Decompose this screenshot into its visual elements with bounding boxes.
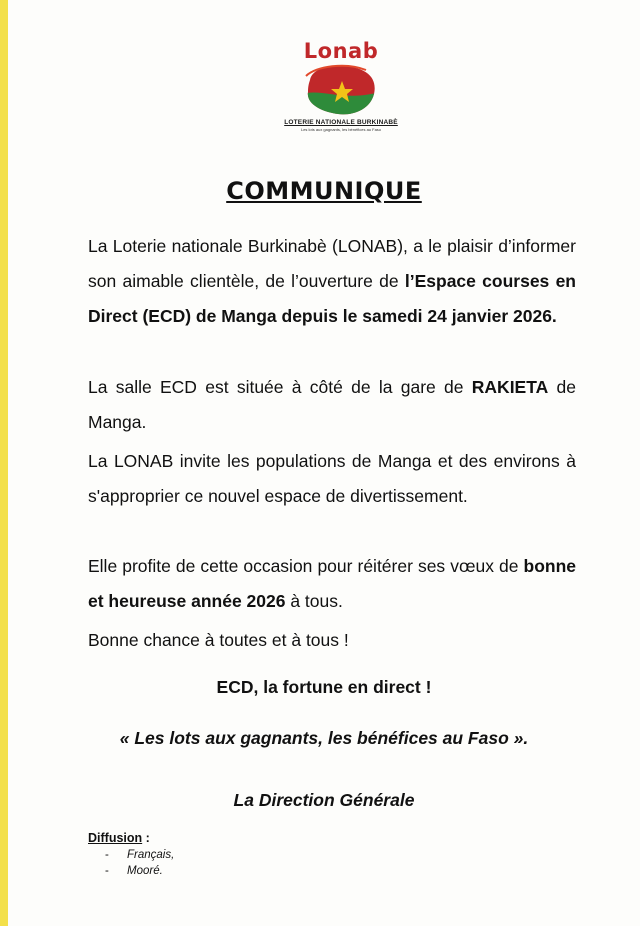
paragraph-announcement-text: La Loterie nationale Burkinabè (LONAB), a le plaisir d’informer son aimable clientèle, de l’ouverture de bbox=[88, 236, 576, 291]
paragraph-location-text: La salle ECD est située à côté de la gare de bbox=[88, 377, 472, 397]
diffusion-bullet: - bbox=[105, 849, 109, 861]
paragraph-announcement bbox=[88, 229, 576, 334]
diffusion-item bbox=[105, 849, 174, 861]
page-title: COMMUNIQUE bbox=[226, 177, 422, 205]
diffusion-item bbox=[105, 865, 163, 877]
paragraph-wishes-after: à tous. bbox=[285, 591, 343, 611]
paragraph-good-luck bbox=[88, 623, 576, 658]
paragraph-invitation-text: La LONAB invite les populations de Manga et des environs à s'approprier ce nouvel espace de divertissement. bbox=[88, 451, 576, 506]
logo-organization-name: LOTERIE NATIONALE BURKINABÈ bbox=[284, 119, 398, 126]
paragraph-good-luck-text: Bonne chance à toutes et à tous ! bbox=[88, 630, 349, 650]
paragraph-invitation bbox=[88, 444, 576, 514]
diffusion-item-text: Français, bbox=[127, 849, 175, 861]
diffusion-bullet: - bbox=[105, 865, 109, 877]
logo-emblem-icon bbox=[302, 62, 380, 118]
tagline: ECD, la fortune en direct ! bbox=[216, 677, 432, 697]
paragraph-wishes-text: Elle profite de cette occasion pour réitérer ses vœux de bbox=[88, 556, 524, 576]
paragraph-location bbox=[88, 370, 576, 440]
logo-wordmark: Lonab bbox=[303, 39, 379, 63]
paragraph-wishes bbox=[88, 549, 576, 619]
logo-slogan: Les lots aux gagnants, les bénéfices au Faso bbox=[300, 127, 382, 132]
paragraph-announcement-bold: l’Espace courses en Direct (ECD) de Manga depuis le samedi 24 janvier 2026. bbox=[88, 271, 576, 326]
motto: « Les lots aux gagnants, les bénéfices au Faso ». bbox=[119, 728, 529, 748]
diffusion-label bbox=[88, 831, 150, 845]
document-page bbox=[8, 0, 640, 926]
lonab-logo bbox=[276, 40, 406, 140]
diffusion-label-text: Diffusion bbox=[88, 831, 143, 845]
paragraph-location-after: de Manga. bbox=[88, 377, 576, 432]
diffusion-label-colon: : bbox=[142, 831, 150, 845]
paragraph-wishes-bold: bonne et heureuse année 2026 bbox=[88, 556, 576, 611]
signature: La Direction Générale bbox=[233, 790, 415, 810]
diffusion-item-text: Mooré. bbox=[127, 865, 163, 877]
paragraph-location-bold: RAKIETA bbox=[471, 377, 549, 397]
